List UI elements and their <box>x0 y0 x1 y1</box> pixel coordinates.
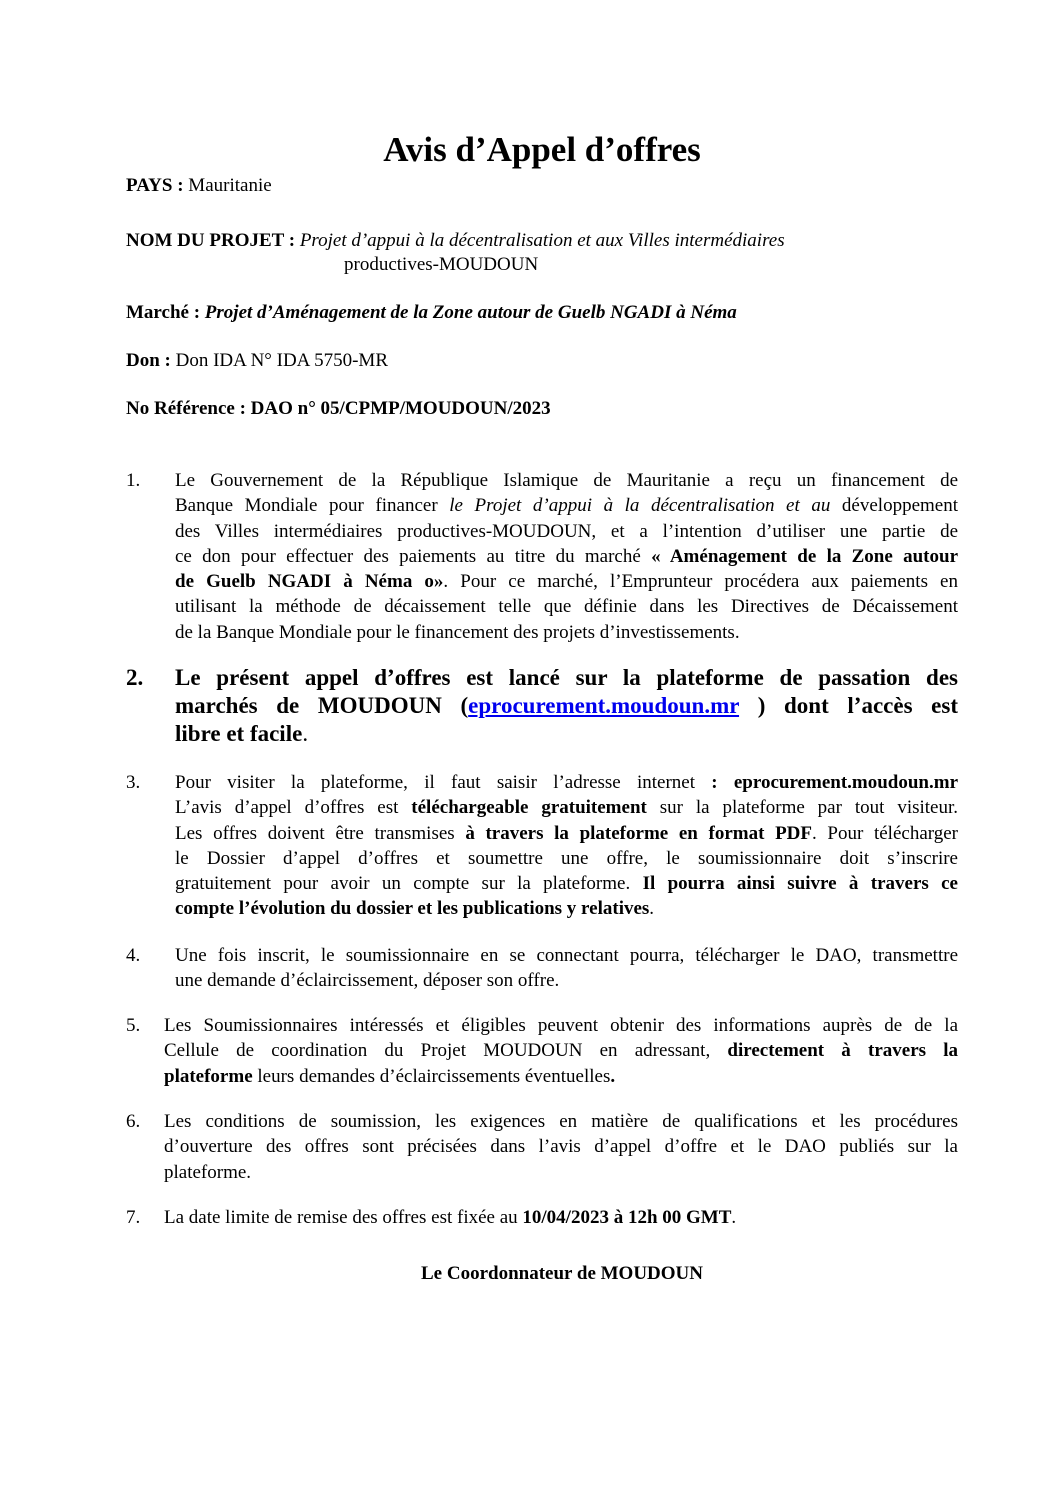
market-value: Projet d’Aménagement de la Zone autour de Guelb NGADI à Néma <box>204 302 737 323</box>
item-6-line: d’ouverture des offres sont précisées dans l’avis d’appel d’offre et le DAO publiés sur la <box>164 1136 958 1158</box>
project-value-continued: productives-MOUDOUN <box>344 254 539 275</box>
item-number-4: 4. <box>126 945 141 966</box>
country-line <box>126 174 272 198</box>
item-2 <box>175 664 958 748</box>
item-4-line: une demande d’éclaircissement, déposer son offre. <box>175 970 560 992</box>
item-6-line: plateforme. <box>164 1161 252 1183</box>
item-number-1: 1. <box>126 470 141 491</box>
eprocurement-link[interactable]: eprocurement.moudoun.mr <box>468 693 740 718</box>
item-6 <box>164 1109 958 1185</box>
signature: Le Coordonnateur de MOUDOUN <box>421 1263 704 1284</box>
item-1-line: Banque Mondiale pour financer le Projet d’appui à la décentralisation et au développement <box>175 495 958 517</box>
item-7 <box>164 1205 958 1230</box>
country-value: Mauritanie <box>188 175 272 196</box>
item-number-2: 2. <box>126 665 144 690</box>
item-5-line: Cellule de coordination du Projet MOUDOUN en adressant, directement à travers la <box>164 1040 958 1062</box>
grant-value: Don IDA N° IDA 5750-MR <box>175 350 389 371</box>
item-3-line: L’avis d’appel d’offres est téléchargeable gratuitement sur la plateforme par tout visiteur. <box>175 797 958 819</box>
item-3-line: Les offres doivent être transmises à travers la plateforme en format PDF. Pour télécharger <box>175 822 958 844</box>
item-number-3: 3. <box>126 772 141 793</box>
item-4 <box>175 943 958 994</box>
market-label: Marché : <box>126 302 201 323</box>
market-line <box>126 301 737 325</box>
item-1-line: utilisant la méthode de décaissement telle que définie dans les Directives de Décaissement <box>175 596 958 618</box>
project-label: NOM DU PROJET : <box>126 230 296 251</box>
reference-text: No Référence : DAO n° 05/CPMP/MOUDOUN/2023 <box>126 398 551 419</box>
item-6-line: Les conditions de soumission, les exigences en matière de qualifications et les procédures <box>164 1111 958 1132</box>
item-number-6: 6. <box>126 1111 141 1132</box>
document-title: Avis d’Appel d’offres <box>383 130 701 169</box>
item-2-line: libre et facile. <box>175 721 309 746</box>
item-2-line: marchés de MOUDOUN (eprocurement.moudoun.mr ) dont l’accès est <box>175 693 958 718</box>
item-5-line: Les Soumissionnaires intéressés et éligibles peuvent obtenir des informations auprès de de la <box>164 1015 958 1036</box>
item-3-line: gratuitement pour avoir un compte sur la plateforme. Il pourra ainsi suivre à travers ce <box>175 873 958 895</box>
item-1-line: des Villes intermédiaires productives-MOUDOUN, et a l’intention d’utiliser une partie de <box>175 520 958 542</box>
item-1-line: Le Gouvernement de la République Islamique de Mauritanie a reçu un financement de <box>175 470 958 491</box>
item-number-5: 5. <box>126 1015 141 1036</box>
item-1-line: de la Banque Mondiale pour le financement des projets d’investissements. <box>175 621 740 643</box>
item-3 <box>175 770 958 922</box>
project-value: Projet d’appui à la décentralisation et aux Villes intermédiaires <box>299 230 785 251</box>
item-1 <box>175 468 958 645</box>
item-4-line: Une fois inscrit, le soumissionnaire en se connectant pourra, télécharger le DAO, transmettre <box>175 945 958 966</box>
item-3-line: le Dossier d’appel d’offres et soumettre une offre, le soumissionnaire doit s’inscrire <box>175 847 958 869</box>
item-1-line: ce don pour effectuer des paiements au titre du marché « Aménagement de la Zone autour <box>175 545 958 567</box>
item-5 <box>164 1013 958 1089</box>
project-line <box>126 229 785 253</box>
item-2-line: Le présent appel d’offres est lancé sur la plateforme de passation des <box>175 665 958 690</box>
item-1-line: de Guelb NGADI à Néma o». Pour ce marché, l’Emprunteur procédera aux paiements en <box>175 571 958 593</box>
item-5-line: plateforme leurs demandes d’éclaircissements éventuelles. <box>164 1065 616 1087</box>
grant-label: Don : <box>126 350 171 371</box>
grant-line <box>126 349 388 373</box>
item-3-line: compte l’évolution du dossier et les publications y relatives. <box>175 898 655 920</box>
reference-line <box>126 397 551 421</box>
item-number-7: 7. <box>126 1207 141 1228</box>
item-7-line: La date limite de remise des offres est fixée au 10/04/2023 à 12h 00 GMT. <box>164 1207 737 1228</box>
country-label: PAYS : <box>126 175 184 196</box>
item-3-line: Pour visiter la plateforme, il faut saisir l’adresse internet : eprocurement.moudoun.mr <box>175 772 958 793</box>
